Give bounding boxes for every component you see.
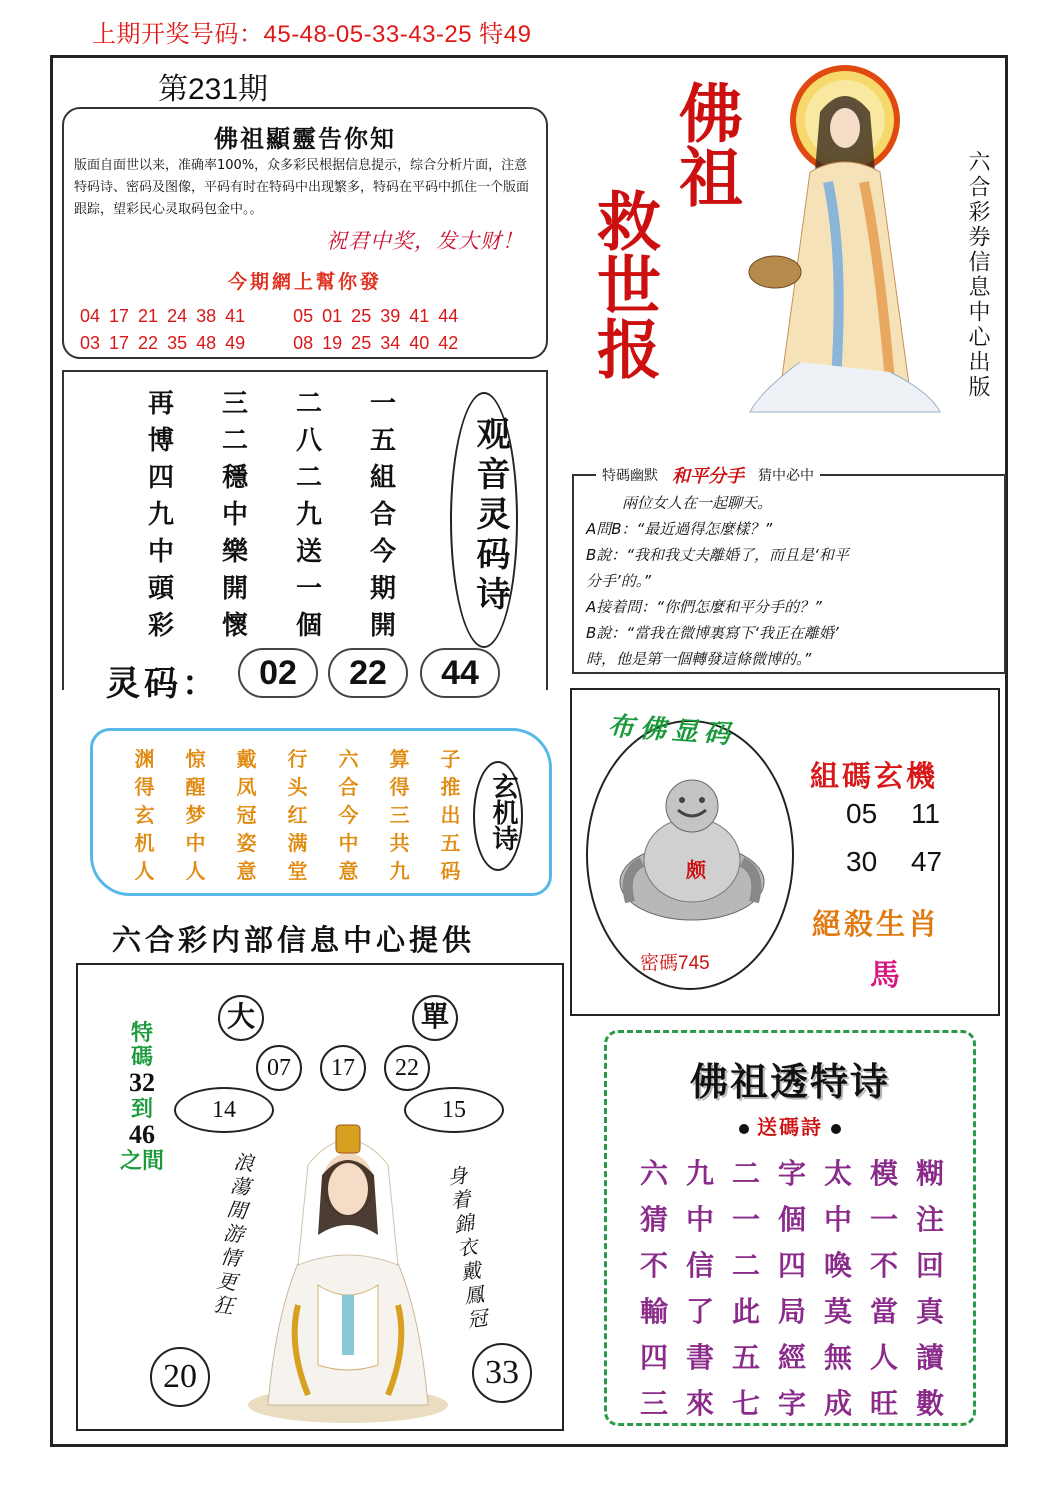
top-number: 22: [384, 1045, 430, 1091]
xuanji-title-oval: [473, 761, 523, 871]
poem-character: 頭: [147, 574, 174, 604]
intro-wish: 祝君中奖，发大财！: [326, 229, 524, 253]
xuanji-scroll: [90, 728, 552, 896]
joke-box: [572, 466, 1006, 674]
poem-character: 再: [147, 389, 174, 419]
foto-poem-character: 七: [731, 1387, 760, 1420]
poem-character: 組: [369, 463, 396, 493]
foto-poem-character: 五: [731, 1341, 760, 1374]
xuanji-character: 满: [287, 831, 308, 855]
poem-grid: [124, 388, 420, 643]
poem-character: 二: [295, 463, 322, 493]
foto-poem-character: 經: [777, 1341, 806, 1374]
foto-poem-subtitle: [607, 1111, 973, 1140]
foto-poem-box: [604, 1030, 976, 1426]
poem-character: 二: [221, 426, 248, 456]
buddha-name: 颇: [686, 858, 706, 882]
xuanji-character: 得: [134, 775, 155, 799]
intro-body: 版面自面世以来，准确率100%，众多彩民根据信息提示，综合分析片面，注意特码诗、密码及图像，平码有时在特码中出现繁多，特码在平码中抓住一个版面跟踪，望彩民心灵取码包金中。。: [74, 158, 530, 217]
number-row: [80, 303, 536, 330]
bullet-dot: [739, 1124, 749, 1134]
xuanji-character: 三: [389, 803, 410, 827]
joke-line: 時，他是第一個轉發這條微博的。”: [586, 650, 812, 668]
xuanji-character: 凤: [236, 775, 257, 799]
bottom-number: 20: [150, 1347, 210, 1407]
xuanji-character: 冠: [236, 803, 257, 827]
foto-poem-character: 模: [869, 1157, 898, 1190]
top-number: 07: [256, 1045, 302, 1091]
poem-character: 中: [147, 537, 174, 567]
xuanji-character: 码: [440, 859, 461, 883]
foto-poem-character: 太: [823, 1157, 852, 1190]
foto-poem-character: 莫: [823, 1295, 852, 1328]
xuanji-character: 得: [389, 775, 410, 799]
foto-poem-character: 人: [869, 1341, 898, 1374]
poem-character: 期: [369, 574, 396, 604]
foto-poem-character: 數: [915, 1387, 944, 1420]
zuma-row: [846, 798, 940, 830]
foto-poem-character: 一: [731, 1203, 760, 1236]
poem-character: 中: [221, 500, 248, 530]
poem-character: 九: [147, 500, 174, 530]
foto-poem-character: 注: [915, 1203, 944, 1236]
xuanji-character: 渊: [134, 747, 155, 771]
foto-poem-character: 字: [777, 1387, 806, 1420]
verse-right: 身着錦衣戴鳳冠: [442, 1164, 490, 1334]
xuanji-character: 中: [338, 831, 359, 855]
poem-character: 五: [369, 426, 396, 456]
foto-poem-character: 個: [777, 1203, 806, 1236]
poem-character: 個: [295, 611, 322, 641]
foto-poem-character: 六: [639, 1157, 668, 1190]
jue-sha-value: 馬: [870, 958, 900, 993]
poem-character: 今: [369, 537, 396, 567]
guanyin-poem-box: [62, 370, 548, 704]
joke-line: A接着問：“你們怎麼和平分手的？”: [586, 598, 822, 616]
xuanji-character: 出: [440, 803, 461, 827]
xuanji-character: 惊: [185, 747, 206, 771]
xuanji-title: 玄机诗: [488, 773, 518, 851]
foto-poem-character: 不: [639, 1249, 668, 1282]
intro-title: 佛祖顯靈告你知: [214, 124, 396, 153]
xuanji-grid: [119, 745, 476, 885]
foto-poem-character: 三: [639, 1387, 668, 1420]
intro-subtitle: 今期網上幫你發: [227, 271, 382, 293]
joke-line: B說：“當我在微博裏寫下‘我正在離婚’: [586, 624, 839, 642]
lingma-number: 22: [328, 648, 408, 698]
foto-poem-subtitle-text: 送碼詩: [757, 1115, 823, 1139]
zuma-row: [846, 846, 942, 878]
foto-poem-character: 旺: [869, 1387, 898, 1420]
top-number: 17: [320, 1045, 366, 1091]
xuanji-character: 子: [440, 747, 461, 771]
xuanji-character: 姿: [236, 831, 257, 855]
buddha-arc-title: 布佛显码: [606, 711, 737, 751]
foto-poem-character: 成: [823, 1387, 852, 1420]
foto-poem-character: 字: [777, 1157, 806, 1190]
tag-odd: 單: [412, 995, 458, 1041]
poem-character: 送: [295, 537, 322, 567]
lingma-number: 02: [238, 648, 318, 698]
xuanji-character: 九: [389, 859, 410, 883]
tema-label: 碼: [130, 1044, 153, 1069]
poem-character: 二: [295, 389, 322, 419]
joke-body: [586, 490, 998, 672]
foto-poem-character: 了: [685, 1295, 714, 1328]
foto-poem-character: 真: [915, 1295, 944, 1328]
masthead-title-line1: 佛祖: [668, 80, 743, 208]
joke-label-title: 和平分手: [672, 466, 744, 487]
xuanji-character: 人: [185, 859, 206, 883]
poem-character: 博: [147, 426, 174, 456]
xuanji-character: 中: [185, 831, 206, 855]
provider-line: 六合彩内部信息中心提供: [112, 923, 476, 957]
zuma-number: 05: [846, 798, 878, 829]
seated-guanyin-illustration: [238, 1105, 458, 1425]
xuanji-character: 机: [134, 831, 155, 855]
foto-poem-character: 輸: [639, 1295, 668, 1328]
xuanji-character: 推: [440, 775, 461, 799]
poem-character: 開: [221, 574, 248, 604]
number-group: 05 01 25 39 41 44: [293, 306, 459, 326]
poem-character: 三: [221, 389, 248, 419]
poem-character: 穩: [221, 463, 248, 493]
xuanji-character: 算: [389, 747, 410, 771]
xuanji-character: 红: [287, 803, 308, 827]
xuanji-character: 堂: [287, 859, 308, 883]
tag-big: 大: [218, 995, 264, 1041]
poem-character: 懷: [221, 611, 248, 641]
previous-draw: 上期开奖号码：45-48-05-33-43-25 特49: [92, 21, 532, 48]
xuanji-character: 合: [338, 775, 359, 799]
zuma-number: 30: [846, 846, 878, 877]
mima-code: 密碼745: [640, 953, 710, 974]
poem-character: 一: [295, 574, 322, 604]
tema-to-label: 到: [130, 1096, 153, 1121]
foto-poem-character: 四: [639, 1341, 668, 1374]
foto-poem-title: 佛祖透特诗: [689, 1059, 890, 1104]
foto-poem-character: 二: [731, 1157, 760, 1190]
foto-poem-character: 讀: [915, 1341, 944, 1374]
lingma-number: 44: [420, 648, 500, 698]
foto-poem-character: 此: [731, 1295, 760, 1328]
foto-poem-character: 喚: [823, 1249, 852, 1282]
joke-line: 分手’的。”: [586, 572, 652, 590]
xuanji-character: 梦: [185, 803, 206, 827]
standing-guanyin-illustration: [740, 62, 950, 422]
laughing-buddha-illustration: [612, 772, 772, 922]
foto-poem-character: 中: [685, 1203, 714, 1236]
poem-character: 開: [369, 611, 396, 641]
xuanji-character: 人: [134, 859, 155, 883]
xuanji-character: 共: [389, 831, 410, 855]
foto-poem-character: 信: [685, 1249, 714, 1282]
xuanji-character: 五: [440, 831, 461, 855]
masthead-title-line2: 救世报: [586, 188, 661, 380]
joke-line: A問B：“最近過得怎麼樣？”: [586, 520, 773, 538]
tema-to: 46: [129, 1120, 155, 1149]
foto-poem-character: 書: [685, 1341, 714, 1374]
poem-character: 八: [295, 426, 322, 456]
foto-poem-character: 九: [685, 1157, 714, 1190]
buddha-box: [570, 688, 1000, 1016]
xuanji-character: 今: [338, 803, 359, 827]
side-number: 15: [404, 1087, 504, 1133]
verse-left: 浪蕩閒游情更狂: [208, 1150, 256, 1320]
poem-character: 四: [147, 463, 174, 493]
zuma-number: 47: [910, 846, 943, 877]
foto-poem-grid: [631, 1151, 953, 1427]
foto-poem-character: 中: [823, 1203, 852, 1236]
xuanji-character: 戴: [236, 747, 257, 771]
issue-number: 第231期: [158, 73, 269, 106]
xuanji-character: 头: [287, 775, 308, 799]
bullet-dot: [831, 1124, 841, 1134]
foto-poem-character: 無: [823, 1341, 852, 1374]
lingma-label: 灵码：: [106, 664, 220, 704]
number-group: 04 17 21 24 38 41: [80, 306, 246, 326]
publisher: 六合彩券信息中心出版: [965, 150, 990, 400]
foto-poem-character: 一: [869, 1203, 898, 1236]
poem-character: 九: [295, 500, 322, 530]
joke-line: B說：“我和我丈夫離婚了，而且是‘和平: [586, 546, 849, 564]
joke-label-left: 特碼幽默: [602, 468, 658, 484]
foto-poem-character: 不: [869, 1249, 898, 1282]
poem-character: 彩: [147, 611, 174, 641]
foto-poem-character: 四: [777, 1249, 806, 1282]
zuma-number: 11: [910, 798, 941, 829]
guanyin-poem-title-oval: [450, 392, 518, 648]
zuma-title: 組碼玄機: [810, 759, 939, 793]
foto-poem-character: 當: [869, 1295, 898, 1328]
foto-poem-character: 回: [915, 1249, 944, 1282]
foto-poem-character: 二: [731, 1249, 760, 1282]
foto-poem-character: 來: [685, 1387, 714, 1420]
tema-end: 之間: [119, 1148, 164, 1173]
xuanji-character: 醒: [185, 775, 206, 799]
number-row: [80, 330, 536, 357]
foto-poem-character: 糊: [915, 1157, 944, 1190]
tema-from: 32: [129, 1068, 155, 1097]
foto-poem-character: 局: [777, 1295, 806, 1328]
intro-numbers: [80, 303, 536, 357]
jue-sha-title: 絕殺生肖: [812, 907, 941, 941]
xuanji-character: 六: [338, 747, 359, 771]
guanyin-poem-title: 观音灵码诗: [470, 416, 510, 616]
xuanji-character: 行: [287, 747, 308, 771]
lower-left-box: [76, 963, 564, 1431]
foto-poem-character: 猜: [639, 1203, 668, 1236]
bottom-number: 33: [472, 1343, 532, 1403]
joke-line: 兩位女人在一起聊天。: [622, 494, 773, 512]
joke-label: [596, 462, 820, 488]
poem-character: 合: [369, 500, 396, 530]
tema-range: [118, 1021, 166, 1173]
poem-character: 一: [369, 389, 396, 419]
side-number: 14: [174, 1087, 274, 1133]
xuanji-character: 意: [236, 859, 257, 883]
poem-character: 樂: [221, 537, 248, 567]
xuanji-character: 玄: [134, 803, 155, 827]
xuanji-character: 意: [338, 859, 359, 883]
tema-label: 特: [130, 1020, 153, 1045]
joke-label-right: 猜中必中: [758, 468, 814, 484]
number-group: 03 17 22 35 48 49: [80, 333, 246, 353]
number-group: 08 19 25 34 40 42: [293, 333, 459, 353]
intro-box: [62, 107, 548, 359]
